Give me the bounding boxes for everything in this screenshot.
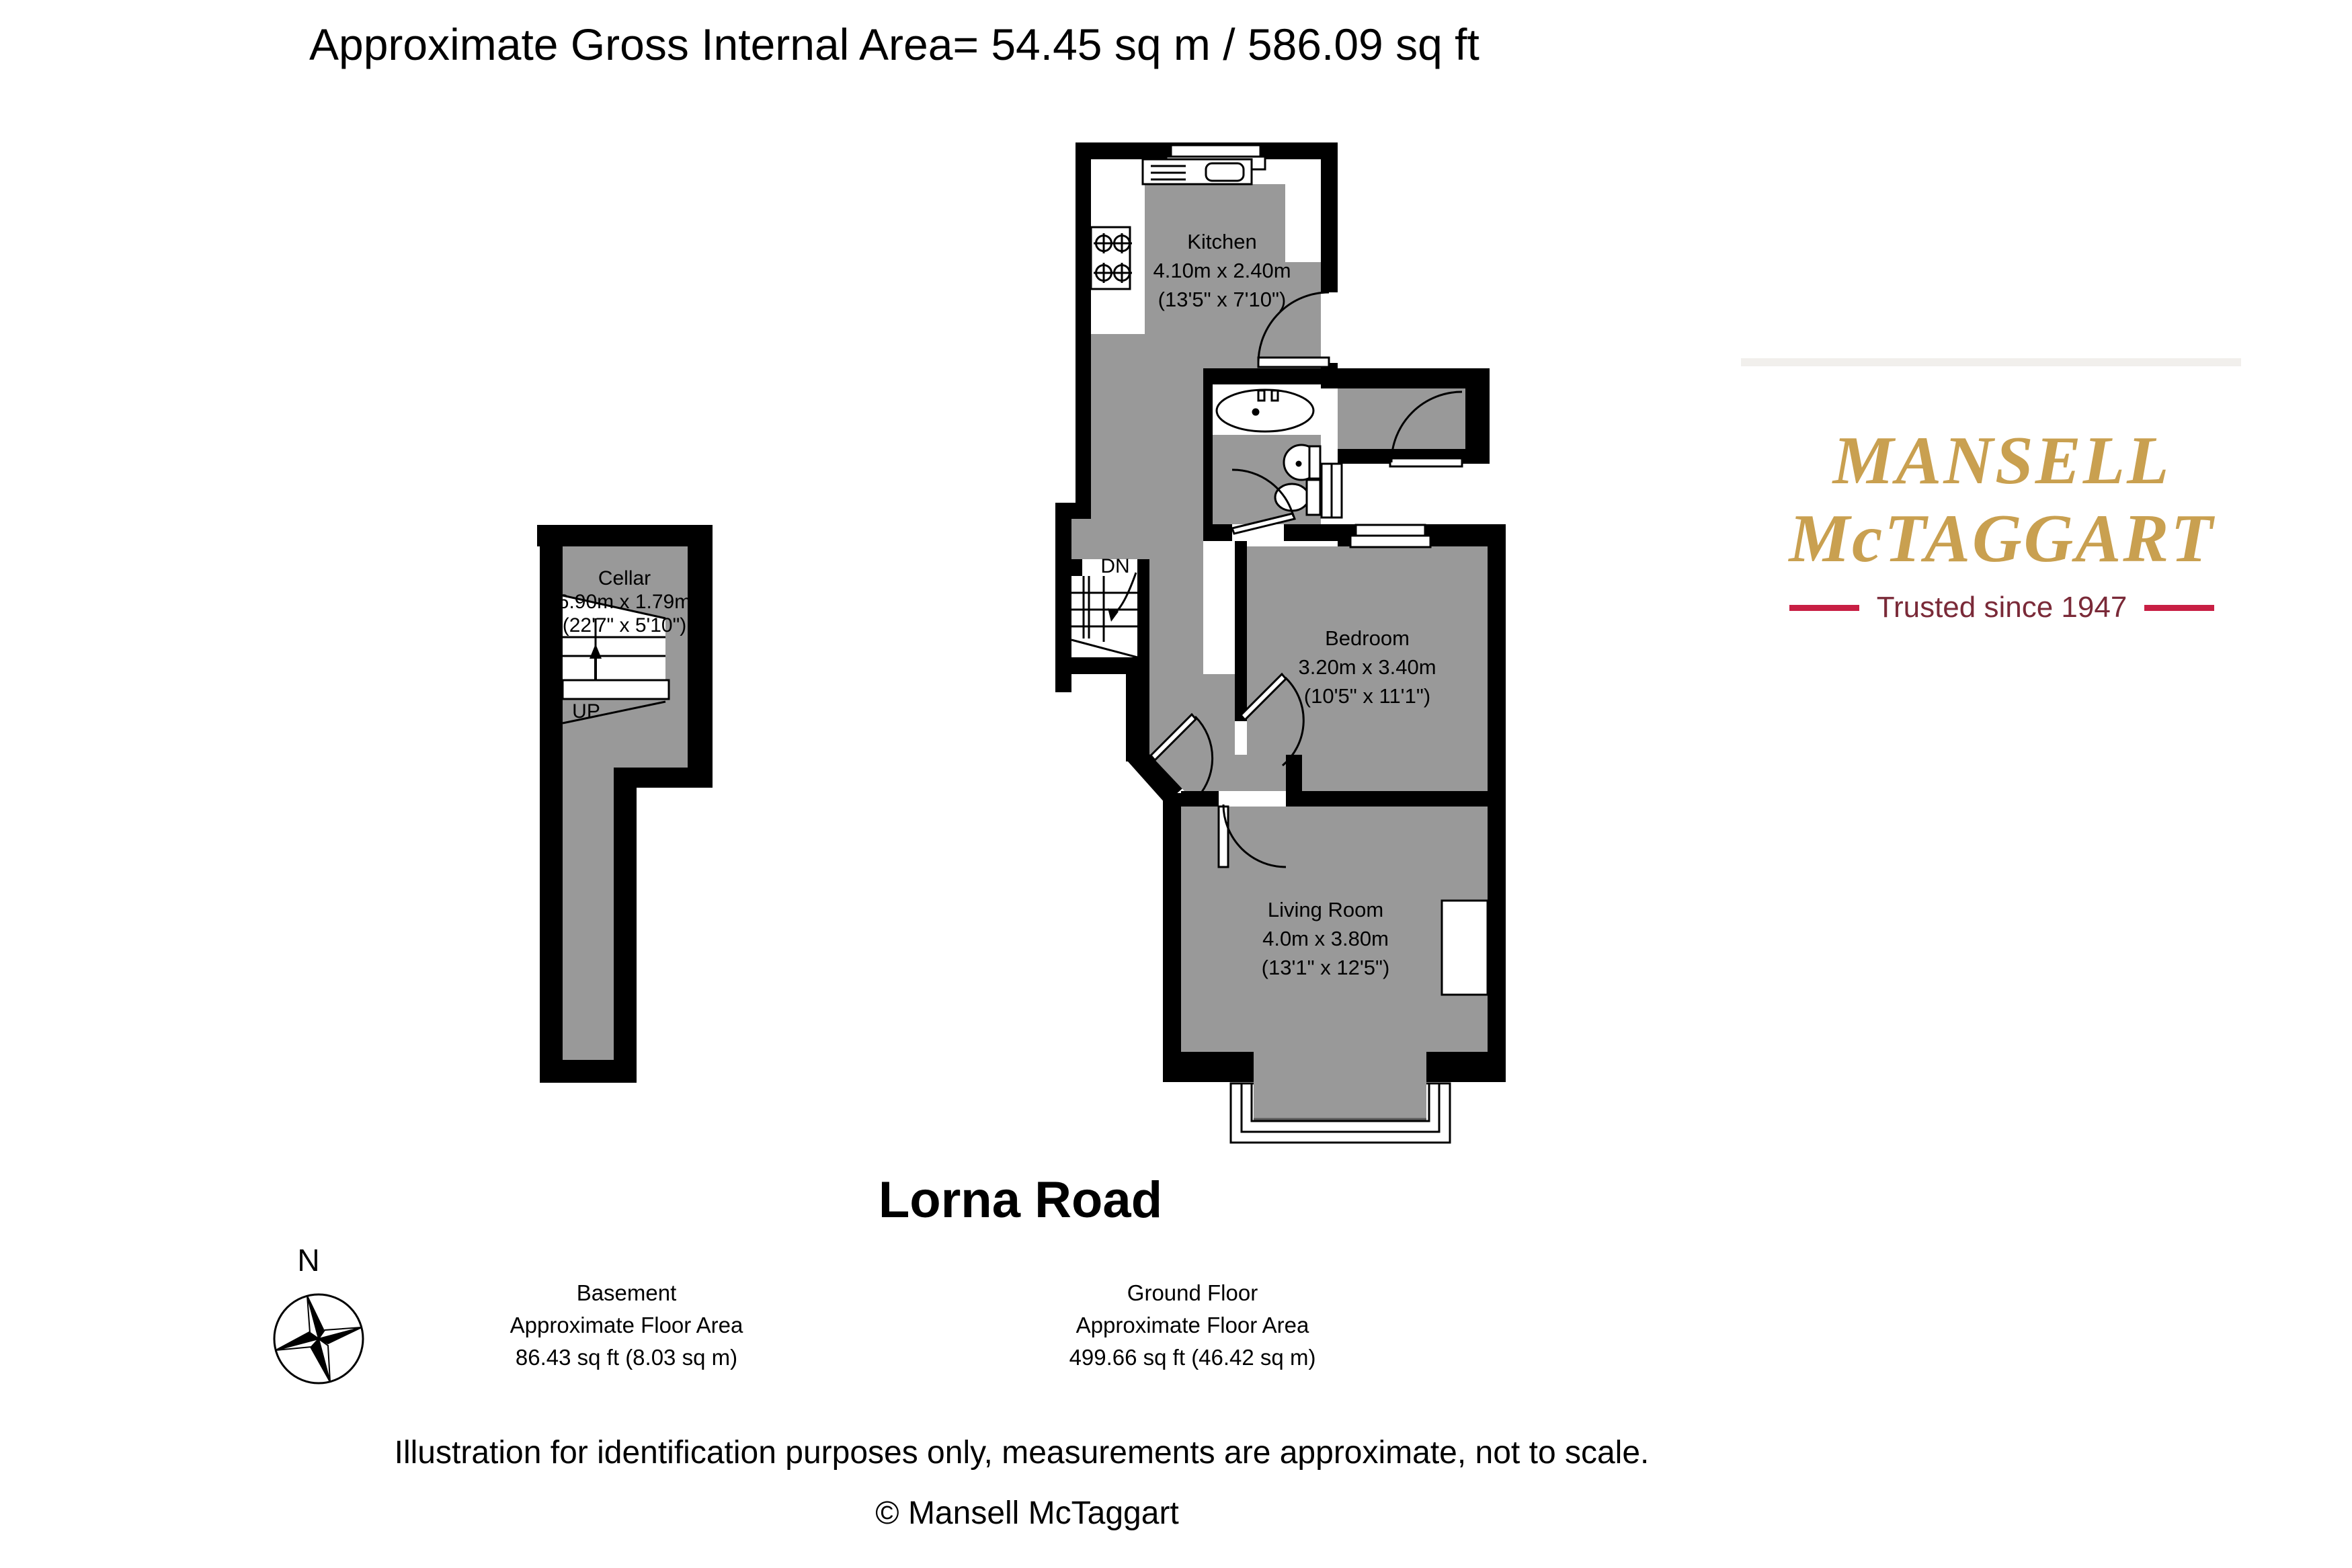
compass-north-label: N (297, 1243, 320, 1278)
living-room-label (1262, 895, 1390, 982)
ground-floor-name: Ground Floor (1127, 1280, 1258, 1305)
bathtub (1217, 390, 1313, 431)
cellar-imperial: (22'7" x 5'10") (562, 614, 687, 636)
stairs-down-label: DN (1100, 555, 1130, 577)
logo-top-bar (1741, 358, 2241, 366)
property-address: Lorna Road (878, 1171, 1163, 1229)
basement-floor-name: Basement (576, 1280, 677, 1305)
bathroom-basin (1284, 445, 1320, 480)
logo-word-mansell: MANSELL (1832, 423, 2171, 499)
living-room-imperial: (13'1" x 12'5") (1261, 956, 1390, 979)
cellar-label (558, 567, 691, 637)
ground-area-caption: Approximate Floor Area (1076, 1313, 1309, 1337)
bedroom-name: Bedroom (1325, 626, 1410, 650)
brand-logo (1746, 423, 2257, 624)
logo-word-mctaggart: McTAGGART (1789, 501, 2215, 577)
kitchen-hob (1091, 227, 1132, 289)
kitchen-name: Kitchen (1187, 230, 1257, 253)
compass-icon (274, 1294, 363, 1383)
logo-dash-left (1789, 605, 1859, 611)
logo-dash-right (2144, 605, 2214, 611)
page-title: Approximate Gross Internal Area= 54.45 sq m / 586.09 sq ft (309, 19, 1479, 69)
bedroom-label (1298, 624, 1436, 710)
basement-area-value: 86.43 sq ft (8.03 sq m) (515, 1345, 738, 1370)
basement-area-block (510, 1277, 743, 1374)
stairs-up-label: UP (572, 700, 600, 723)
bedroom-imperial: (10'5" x 11'1") (1303, 684, 1431, 708)
ground-area-value: 499.66 sq ft (46.42 sq m) (1069, 1345, 1316, 1370)
cellar-metric: 6.90m x 1.79m (557, 591, 692, 613)
kitchen-label (1153, 227, 1291, 314)
copyright-text: © Mansell McTaggart (875, 1495, 1179, 1531)
basement-area-caption: Approximate Floor Area (510, 1313, 743, 1337)
logo-tagline: Trusted since 1947 (1876, 591, 2127, 624)
disclaimer-text: Illustration for identification purposes only, measurements are approximate, not to scale. (394, 1435, 1650, 1471)
logo-tagline-row (1746, 591, 2257, 624)
ground-area-block (1069, 1277, 1316, 1374)
kitchen-metric: 4.10m x 2.40m (1153, 259, 1291, 282)
living-room-name: Living Room (1267, 898, 1384, 921)
kitchen-imperial: (13'5" x 7'10") (1158, 288, 1287, 311)
living-room-metric: 4.0m x 3.80m (1262, 927, 1389, 950)
bedroom-metric: 3.20m x 3.40m (1298, 655, 1436, 679)
cellar-name: Cellar (598, 567, 651, 589)
kitchen-sink-counter (1143, 159, 1252, 184)
